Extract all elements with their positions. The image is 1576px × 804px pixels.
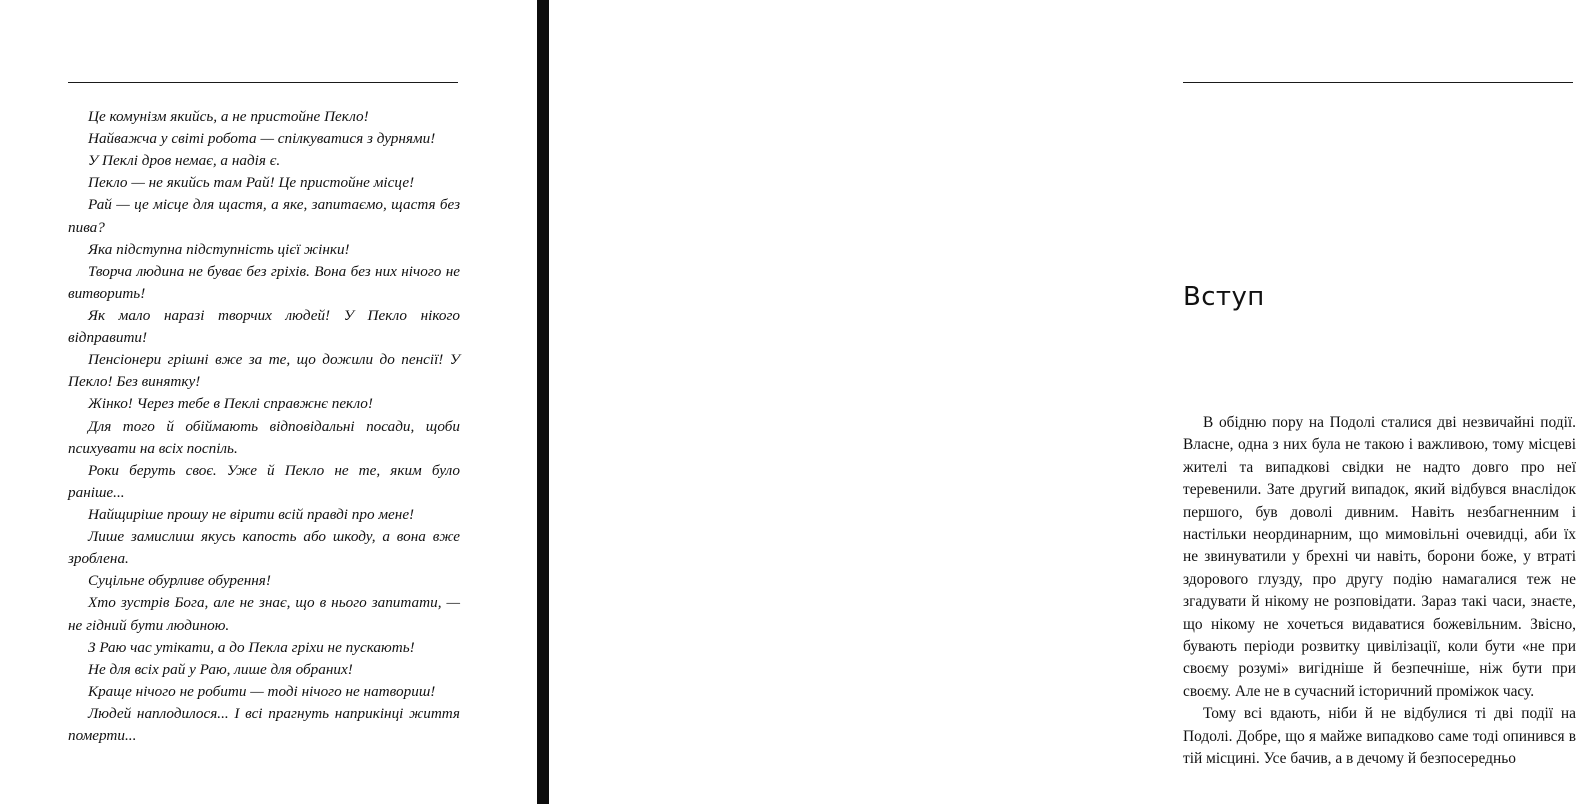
epigraph-line: Найважча у світі робота — спілкуватися з дурнями! [88, 130, 436, 148]
paragraph: Тому всі вдають, ніби й не відбулися ті дві події на Подолі. Добре, що я майже випадково саме тоді опинився в тій місцині. Усе бачив, а в дечому й безпосередньо [1183, 705, 1576, 768]
right-page [543, 0, 1576, 804]
epigraph-line: Лише замислиш якусь капость або шкоду, а вона вже зроблена. [68, 528, 460, 568]
body-text-block [1183, 412, 1576, 771]
epigraph-line: Творча людина не буває без гріхів. Вона без них нічого не витворить! [68, 262, 460, 302]
epigraph-line: Пекло — не якийсь там Рай! Це пристойне місце! [88, 174, 415, 192]
epigraph-line: Найщиріше прошу не вірити всій правді про мене! [88, 505, 415, 523]
epigraph-line: У Пеклі дров немає, а надія є. [88, 152, 281, 170]
epigraph-line: Не для всіх рай у Раю, лише для обраних! [88, 660, 353, 678]
epigraph-line: Як мало наразі творчих людей! У Пекло нікого відправити! [68, 306, 460, 347]
epigraph-block [68, 106, 460, 747]
epigraph-line: Суцільне обурливе обурення! [88, 572, 271, 590]
book-gutter [537, 0, 549, 804]
left-page-top-rule [68, 82, 458, 83]
epigraph-line: Яка підступна підступність цієї жінки! [88, 240, 350, 258]
epigraph-line: Людей наплодилося... І всі прагнуть наприкінці життя померти... [68, 704, 460, 745]
epigraph-line: Хто зустрів Бога, але не знає, що в нього запитати, — не гідний бути людиною. [68, 594, 460, 634]
paragraph: В обідню пору на Подолі сталися дві незвичайні події. Власне, одна з них була не такою і важливою, тому місцеві жителі та випадкові свідки не надто довго про неї теревенили. Зате другий випадок, який відбувся внаслідок першого, був доволі дивним. Навіть незбагненним і настільки неординарним, що мимовільні очевидці, аби їх не звинуватили у брехні чи навіть, борони боже, у втраті здорового глузду, про другу подію намагалися теж не згадувати й нікому не розповідати. Зараз такі часи, знаєте, що нікому не хочеться видаватися божевільним. Звісно, бувають періоди розвитку цивілізації, коли бути «не при своєму розумі» вигідніше й безпечніше, ніж бути при своєму. Але не в сучасний історичний проміжок часу. [1183, 414, 1576, 700]
epigraph-line: Жінко! Через тебе в Пеклі справжнє пекло! [88, 395, 373, 413]
page-title: Вступ [1183, 282, 1265, 312]
epigraph-line: Рай — це місце для щастя, а яке, запитаємо, щастя без пива? [68, 196, 460, 236]
epigraph-line: Роки беруть своє. Уже й Пекло не те, яким було раніше... [68, 461, 460, 501]
epigraph-line: Пенсіонери грішні вже за те, що дожили до пенсії! У Пекло! Без винятку! [68, 351, 460, 391]
epigraph-line: З Раю час утікати, а до Пекла гріхи не пускають! [88, 638, 415, 656]
epigraph-line: Для того й обіймають відповідальні посади, щоби психувати на всіх поспіль. [68, 417, 460, 457]
right-page-top-rule [1183, 82, 1573, 83]
epigraph-line: Це комунізм якийсь, а не пристойне Пекло! [88, 108, 369, 125]
epigraph-line: Краще нічого не робити — тоді нічого не натвориш! [88, 682, 436, 700]
left-page [0, 0, 543, 804]
